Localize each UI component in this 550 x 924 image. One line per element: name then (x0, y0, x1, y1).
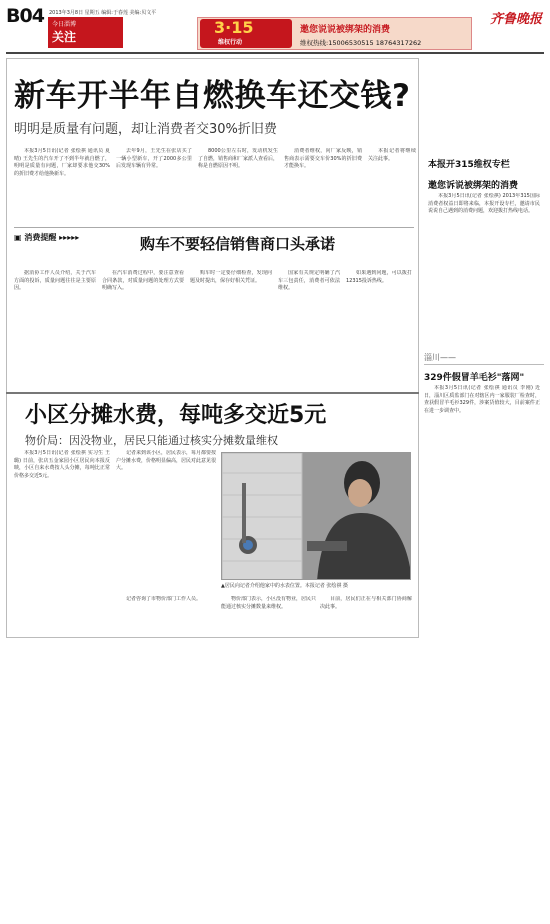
tag-label: 消费提醒 (24, 233, 57, 242)
divider (14, 227, 414, 228)
brief-headline: 329件假冒羊毛衫"落网" (424, 373, 525, 383)
divider (6, 392, 419, 394)
water-fee-subheadline: 物价局：因没物业，居民只能通过核实分摊数量维权 (25, 434, 278, 447)
consumer-tip-tag (14, 232, 79, 243)
section-subtitle: 今日淄博 (52, 21, 77, 28)
blank-page-area (0, 640, 550, 924)
main-col-1: 本报3月5日讯(记者 张绘祺 通讯员 夏晴) 王先生的汽车开了不到半年就自燃了，明明是质量有问题，厂家却要求他交30%的折旧费才给他换新车。 (14, 148, 110, 177)
main-subheadline: 明明是质量有问题，却让消费者交30%折旧费 (14, 122, 277, 137)
sidebar-col-2: 在汽车消费过程中，要注意查看合同条款，对质量问题的处理方式要明确写入。 (102, 270, 184, 291)
main-headline: 新车开半年自燃换车还交钱? (14, 78, 411, 114)
water-fee-col-3: 记者咨询了市物价部门工作人员。 (126, 596, 202, 602)
ad-315-text: 3·15 (214, 18, 254, 37)
water-fee-headline: 小区分摊水费，每吨多交近5元 (25, 403, 327, 428)
sidebar-col-3: 购车时一定要仔细检查，发现问题及时提出，保存好相关凭证。 (190, 270, 272, 284)
header-rule (6, 52, 544, 54)
section-name: 关注 (52, 30, 77, 44)
water-fee-col-2: 记者来到该小区，居民表示，每月都要按户分摊水费，价格明显偏高，居民对此意见很大。 (116, 450, 216, 471)
newspaper-logo: 齐鲁晚报 (490, 12, 543, 27)
main-col-3: 8000公里左右时，发动机发生了自燃，销售商和厂家派人查看后，称是自燃原因不明。 (198, 148, 278, 169)
sidebar-col-5: 如果遇到问题，可以拨打12315投诉热线。 (346, 270, 412, 284)
tag-icon: ▣ (14, 233, 22, 242)
sidebar-headline: 购车不要轻信销售商口头承诺 (140, 235, 336, 253)
photo-illustration (222, 453, 411, 580)
sidebar-col-1: 据消协工作人员介绍，关于汽车方面的投诉，质量问题往往是主要原因。 (14, 270, 96, 291)
photo-caption: ▲居民向记者介绍他家中的水表位置。本报记者 张绘祺 摄 (221, 583, 349, 589)
water-fee-col-5: 目前，居民们正在与相关部门协商解决此事。 (320, 596, 412, 610)
ad-action-text: 维权行动 (218, 39, 243, 46)
column-subtitle: 邀您诉说被绑架的消费 (428, 181, 519, 191)
page-number: B04 (6, 5, 44, 27)
sidebar-col-4: 国家有关规定明确了汽车三包责任，消费者可依法维权。 (278, 270, 340, 291)
brief-kicker: 淄川—— (424, 353, 456, 362)
main-col-5: 本报记者将继续关注此事。 (368, 148, 416, 162)
ad-headline: 邀您说说被绑架的消费 (300, 25, 391, 35)
main-col-4: 消费者维权，向厂家反映，销售商表示需要交车价30%的折旧费才能换车。 (284, 148, 362, 169)
divider (424, 364, 544, 365)
water-fee-col-1: 本报3月5日讯(记者 张绘祺 实习生 王璐) 日前，张店五金家园小区居民向本报反映，小区自来水费按人头分摊，每吨比正常价格多交近5元。 (14, 450, 110, 479)
main-col-2: 去年9月，王先生在张店买了一辆小型新车，开了2000多公里后发现车辆有异常。 (116, 148, 192, 169)
dateline: 2013年3月8日 星期五 编辑:于春莲 美编:贝文平 (49, 10, 157, 16)
arrows-icon: ▸▸▸▸▸ (59, 233, 80, 242)
water-fee-col-4: 物价部门表示，小区没有物业，居民只能通过核实分摊数量来维权。 (221, 596, 316, 610)
news-photo[interactable] (221, 452, 411, 580)
brief-body: 本报3月5日讯(记者 张绘祺 通讯员 李刚) 近日，淄川区质监部门在对辖区内一家服装厂检查时，查获假冒羊毛衫329件，涉案货值较大，目前案件正在进一步调查中。 (424, 385, 540, 414)
ad-hotline: 维权热线:15006530515 18764317262 (300, 39, 422, 47)
column-body: 本报3月5日讯(记者 张绘祺) 2013年315国际消费者权益日即将来临，本报开设专栏，邀请市民说说自己遇到的消费问题，欢迎拨打热线电话。 (428, 193, 540, 214)
column-title: 本报开315维权专栏 (428, 160, 510, 170)
